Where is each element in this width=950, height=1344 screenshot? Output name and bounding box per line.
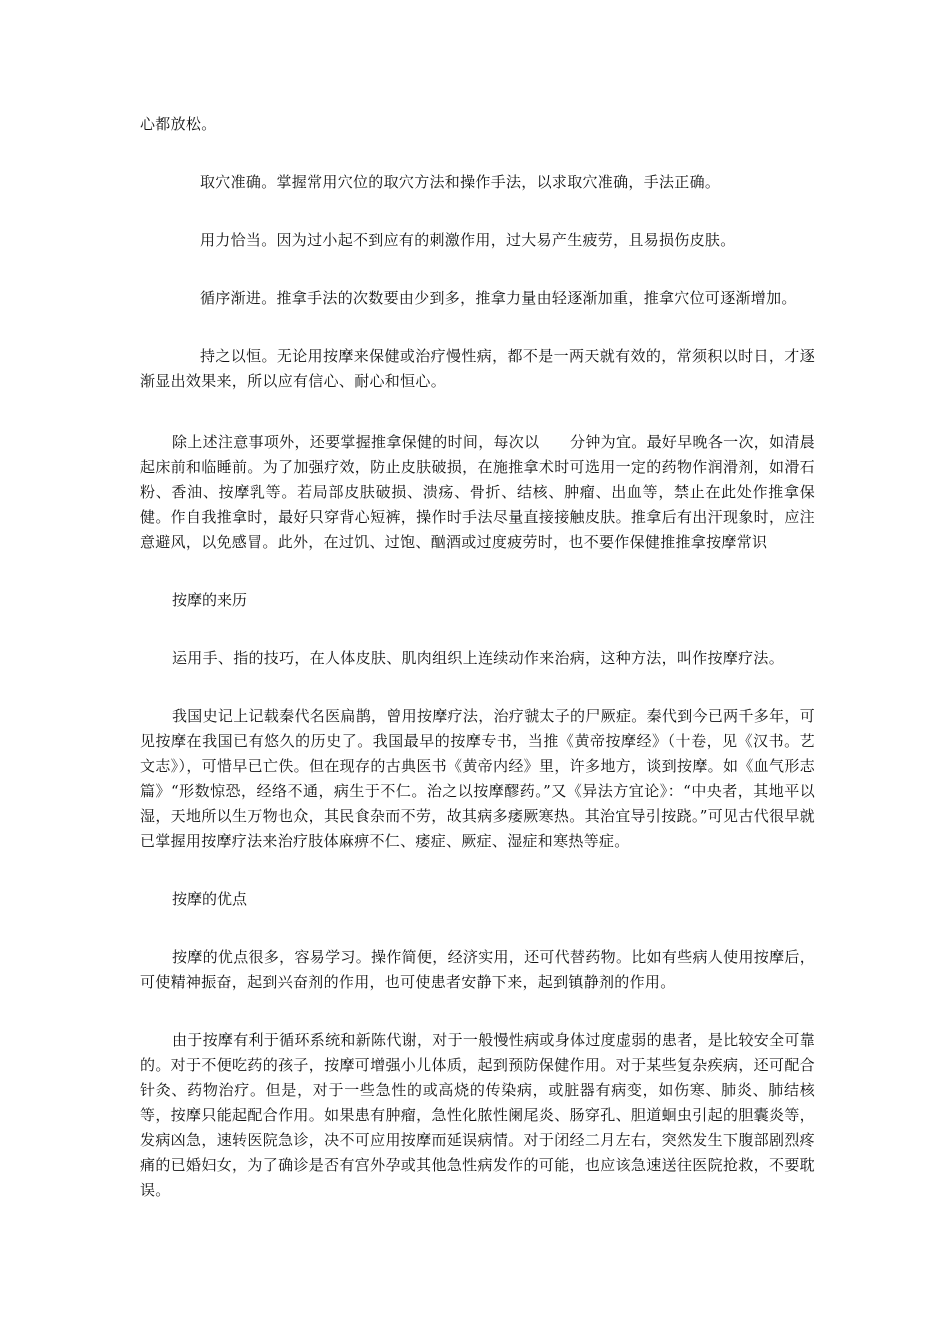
paragraph-history: 我国史记上记载秦代名医扁鹊，曾用按摩疗法，治疗虢太子的尸厥症。秦代到今已两千多年，可见按摩在我国已有悠久的历史了。我国最早的按摩专书，当推《黄帝按摩经》（十卷，见《汉书。艺文志》），可惜早已亡佚。但在现存的古典医书《黄帝内经》里，许多地方，谈到按摩。如《血气形志篇》“形数惊恐，经络不通，病生于不仁。治之以按摩醪药。”又《异法方宜论》：“中央者，其地平以湿，天地所以生万物也众，其民食杂而不劳，故其病多痿厥寒热。其治宜导引按跷。”可见古代很早就已掌握用按摩疗法来治疗肢体麻痹不仁、痿症、厥症、湿症和寒热等症。 <box>140 707 815 850</box>
heading-massage-advantages: 按摩的优点 <box>172 890 248 908</box>
paragraph-precautions: 除上述注意事项外，还要掌握推拿保健的时间，每次以 分钟为宜。最好早晚各一次，如清晨起床前和临睡前。为了加强疗效，防止皮肤破损，在施推拿术时可选用一定的药物作润滑剂，如滑石粉、香油、按摩乳等。若局部皮肤破损、溃疡、骨折、结核、肿瘤、出血等，禁止在此处作推拿保健。作自我推拿时，最好只穿背心短裤，操作时手法尽量直接接触皮肤。推拿后有出汗现象时，应注意避风，以免感冒。此外，在过饥、过饱、酗酒或过度疲劳时，也不要作保健推推拿按摩常识 <box>140 433 815 551</box>
paragraph-advantages: 按摩的优点很多，容易学习。操作简便，经济实用，还可代替药物。比如有些病人使用按摩后，可使精神振奋，起到兴奋剂的作用，也可使患者安静下来，起到镇静剂的作用。 <box>140 948 815 991</box>
heading-massage-origin: 按摩的来历 <box>172 591 248 609</box>
paragraph-gradual-progress: 循序渐进。推拿手法的次数要由少到多，推拿力量由轻逐渐加重，推拿穴位可逐渐增加。 <box>200 289 797 307</box>
paragraph-proper-force: 用力恰当。因为过小起不到应有的刺激作用，过大易产生疲劳，且易损伤皮肤。 <box>200 231 736 249</box>
paragraph-persistence: 持之以恒。无论用按摩来保健或治疗慢性病，都不是一两天就有效的，常须积以时日，才逐渐显出效果来，所以应有信心、耐心和恒心。 <box>140 347 815 390</box>
paragraph-definition: 运用手、指的技巧，在人体皮肤、肌肉组织上连续动作来治病，这种方法，叫作按摩疗法。 <box>172 649 785 667</box>
paragraph-relax: 心都放松。 <box>140 115 217 133</box>
paragraph-safety: 由于按摩有利于循环系统和新陈代谢，对于一般慢性病或身体过度虚弱的患者，是比较安全可靠的。对于不便吃药的孩子，按摩可增强小儿体质，起到预防保健作用。对于某些复杂疾病，还可配合针灸、药物治疗。但是，对于一些急性的或高烧的传染病，或脏器有病变，如伤寒、肺炎、肺结核等，按摩只能起配合作用。如果患有肿瘤，急性化脓性阑尾炎、肠穿孔、胆道蛔虫引起的胆囊炎等，发病凶急，速转医院急诊，决不可应用按摩而延误病情。对于闭经二月左右，突然发生下腹部剧烈疼痛的已婚妇女，为了确诊是否有宫外孕或其他急性病发作的可能，也应该急速送往医院抢救，不要耽误。 <box>140 1031 815 1199</box>
paragraph-acupoint-accuracy: 取穴准确。掌握常用穴位的取穴方法和操作手法，以求取穴准确，手法正确。 <box>200 173 721 191</box>
document-page <box>140 112 815 1203</box>
